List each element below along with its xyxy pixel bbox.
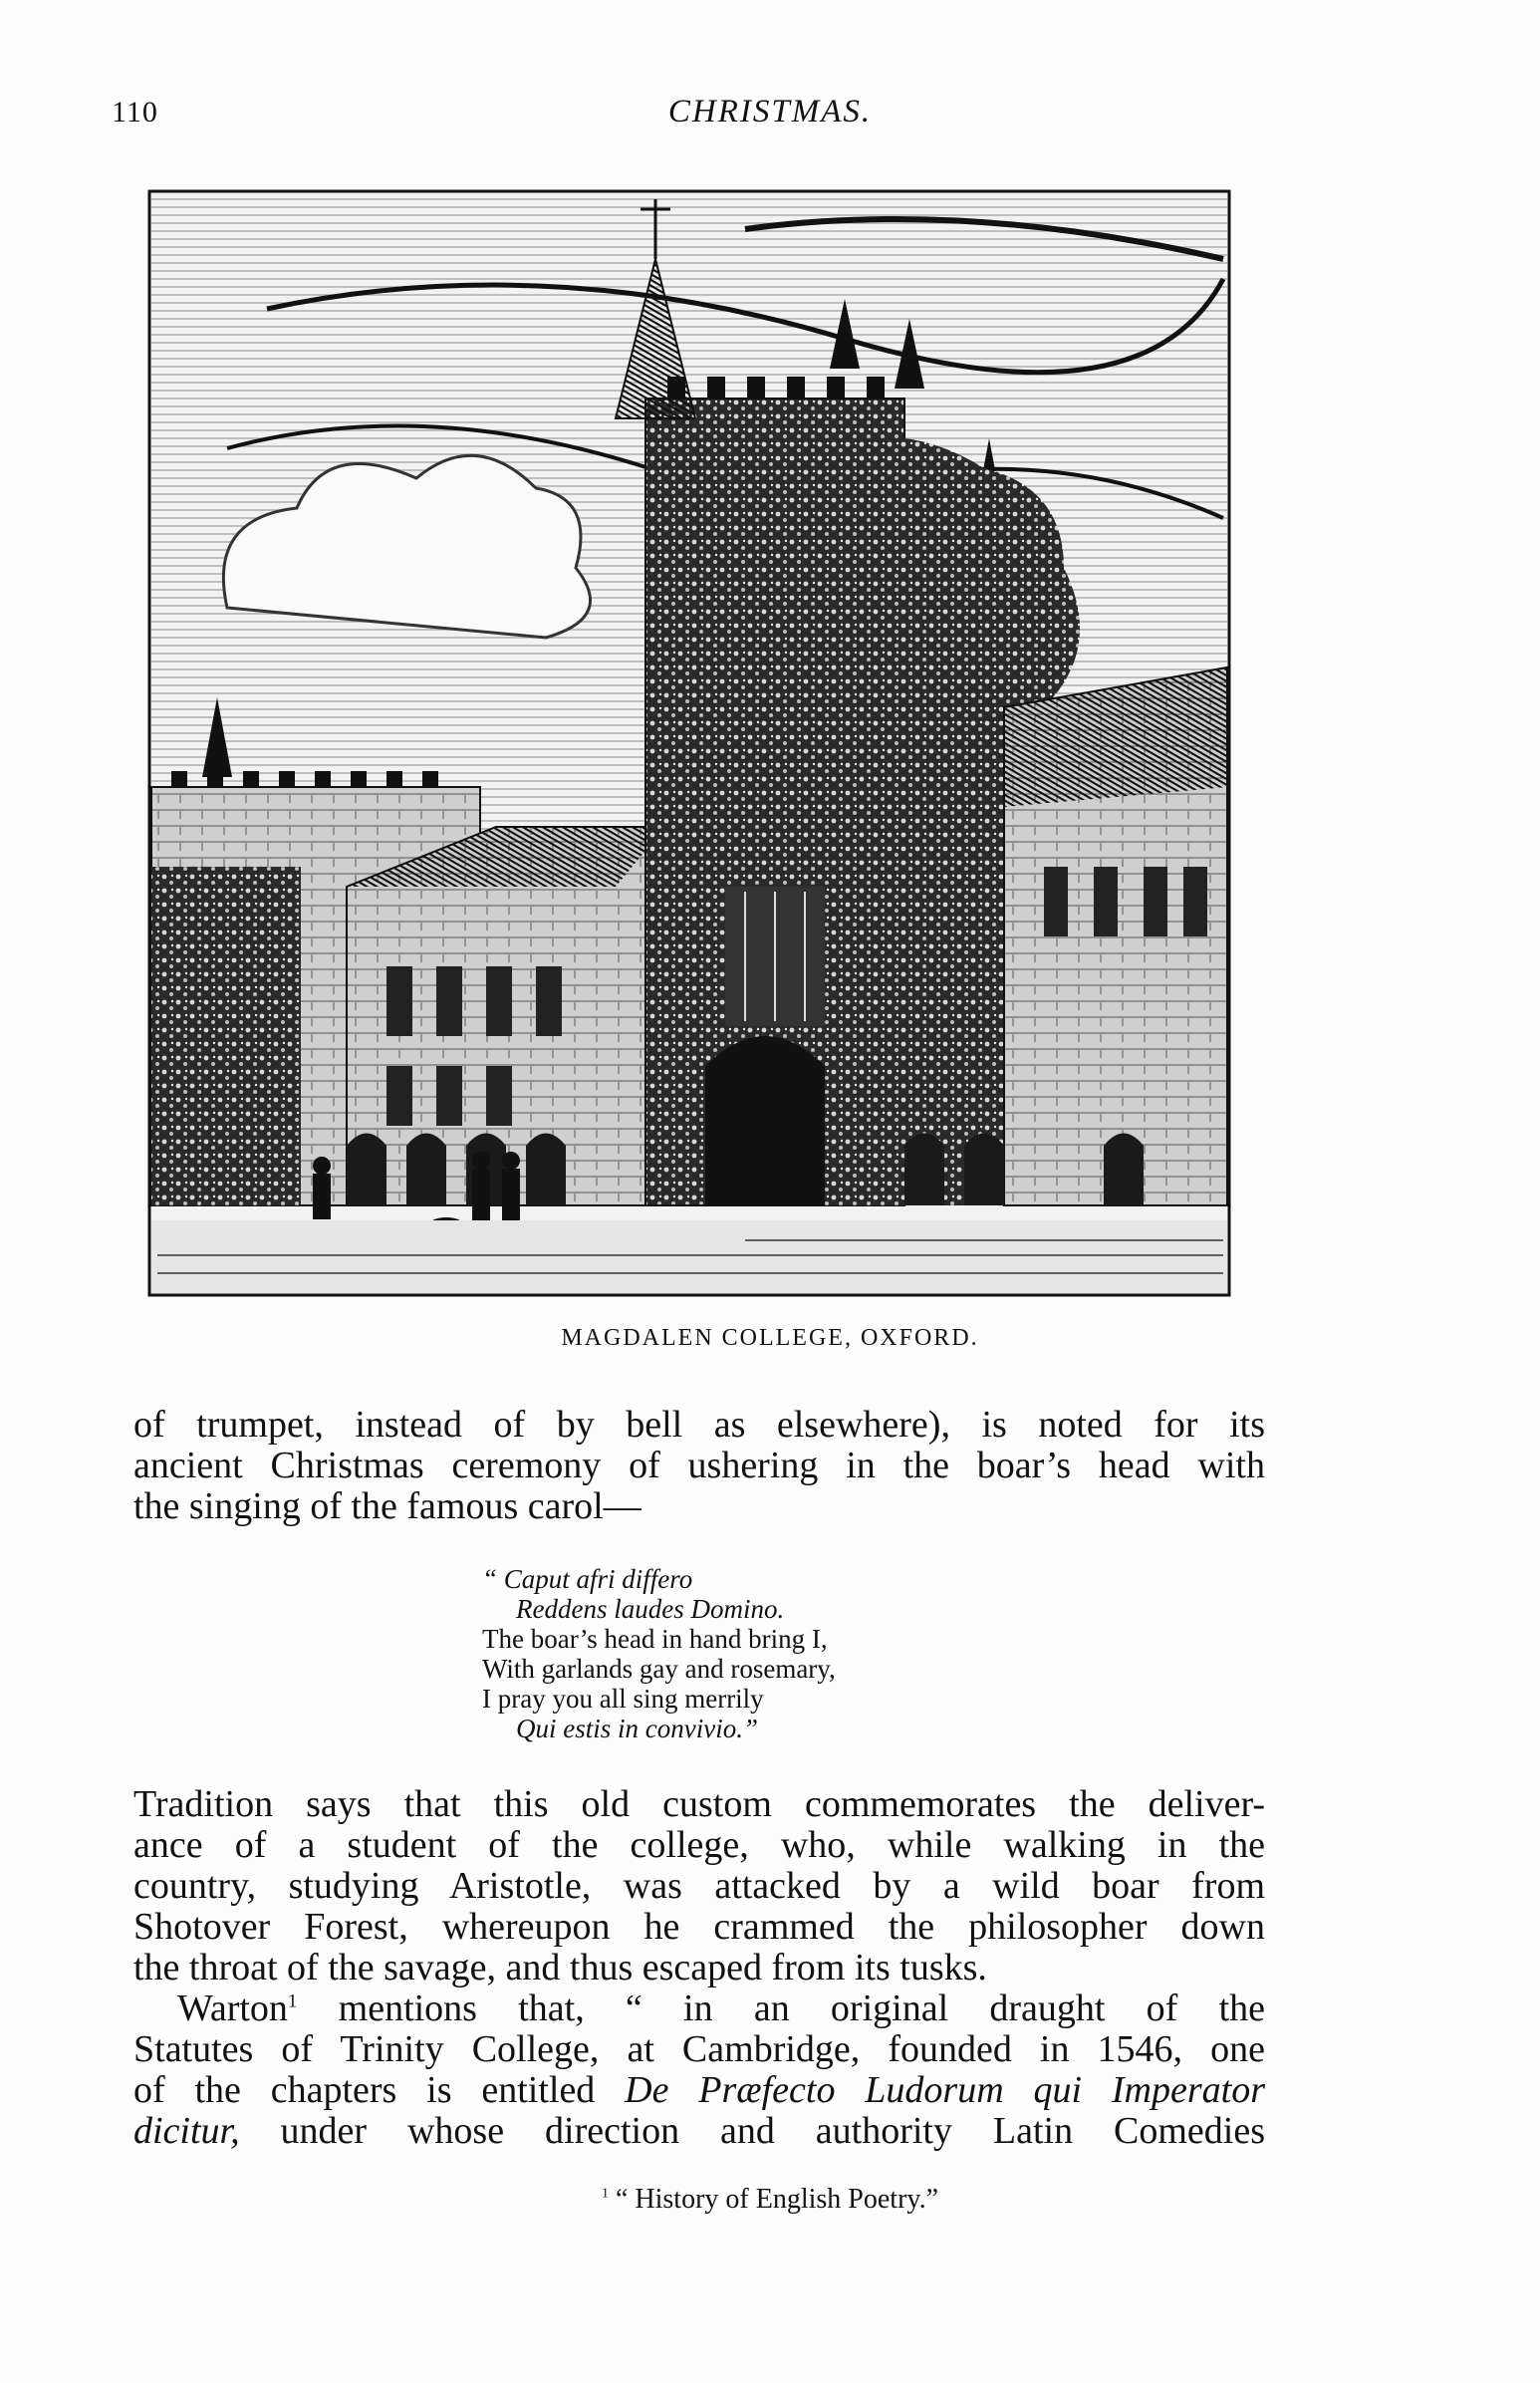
verse-line: The boar’s head in hand bring I, — [482, 1624, 828, 1654]
text-line: ance of a student of the college, who, while walking in the — [133, 1824, 1265, 1866]
text-line: country, studying Aristotle, was attacked by a wild boar from — [133, 1865, 1265, 1907]
text-line: the throat of the savage, and thus escaped from its tusks. — [133, 1947, 987, 1988]
text-line: of trumpet, instead of by bell as elsewhere), is noted for its — [133, 1404, 1265, 1446]
latin-word: dicitur, — [133, 2110, 240, 2152]
text-line — [133, 1988, 1265, 2029]
latin-title: De Præfecto Ludorum qui Imperator — [625, 2069, 1265, 2111]
verse-line: Reddens laudes Domino. — [516, 1594, 785, 1624]
footnote-text: “ History of English Poetry.” — [608, 2184, 939, 2215]
text-line: the singing of the famous carol— — [133, 1485, 642, 1527]
illustration-magdalen-college — [147, 189, 1231, 1297]
text-fragment: under whose direction and authority Latin Comedies — [239, 2110, 1265, 2152]
verse-line: I pray you all sing merrily — [482, 1684, 764, 1714]
footnote — [0, 2184, 1540, 2216]
paragraph-2 — [133, 1784, 1265, 2152]
text-line: Shotover Forest, whereupon he crammed the philosopher down — [133, 1906, 1265, 1948]
warton-name: Warton — [177, 1987, 288, 2029]
running-title: CHRISTMAS. — [667, 94, 873, 130]
text-line — [133, 2111, 1265, 2152]
figure-caption: MAGDALEN COLLEGE, OXFORD. — [561, 1325, 979, 1351]
text-line — [133, 2070, 1265, 2111]
verse-line: With garlands gay and rosemary, — [482, 1654, 836, 1684]
footnote-marker: 1 — [601, 2186, 609, 2202]
text-fragment: mentions that, “ in an original draught of the — [297, 1987, 1265, 2029]
engraving-image — [147, 189, 1231, 1297]
text-line: Tradition says that this old custom commemorates the deliver- — [133, 1783, 1265, 1825]
verse-line: “ Caput afri differo — [482, 1564, 693, 1594]
verse-line: Qui estis in convivio.” — [516, 1714, 758, 1743]
carol-verse — [482, 1564, 836, 1743]
paragraph-1 — [133, 1405, 1265, 1527]
text-line: Statutes of Trinity College, at Cambridge, founded in 1546, one — [133, 2028, 1265, 2070]
page-number: 110 — [112, 96, 158, 129]
footnote-reference[interactable]: 1 — [287, 1990, 298, 2012]
text-fragment: of the chapters is entitled — [133, 2069, 626, 2111]
text-line: ancient Christmas ceremony of ushering in the boar’s head with — [133, 1445, 1265, 1486]
